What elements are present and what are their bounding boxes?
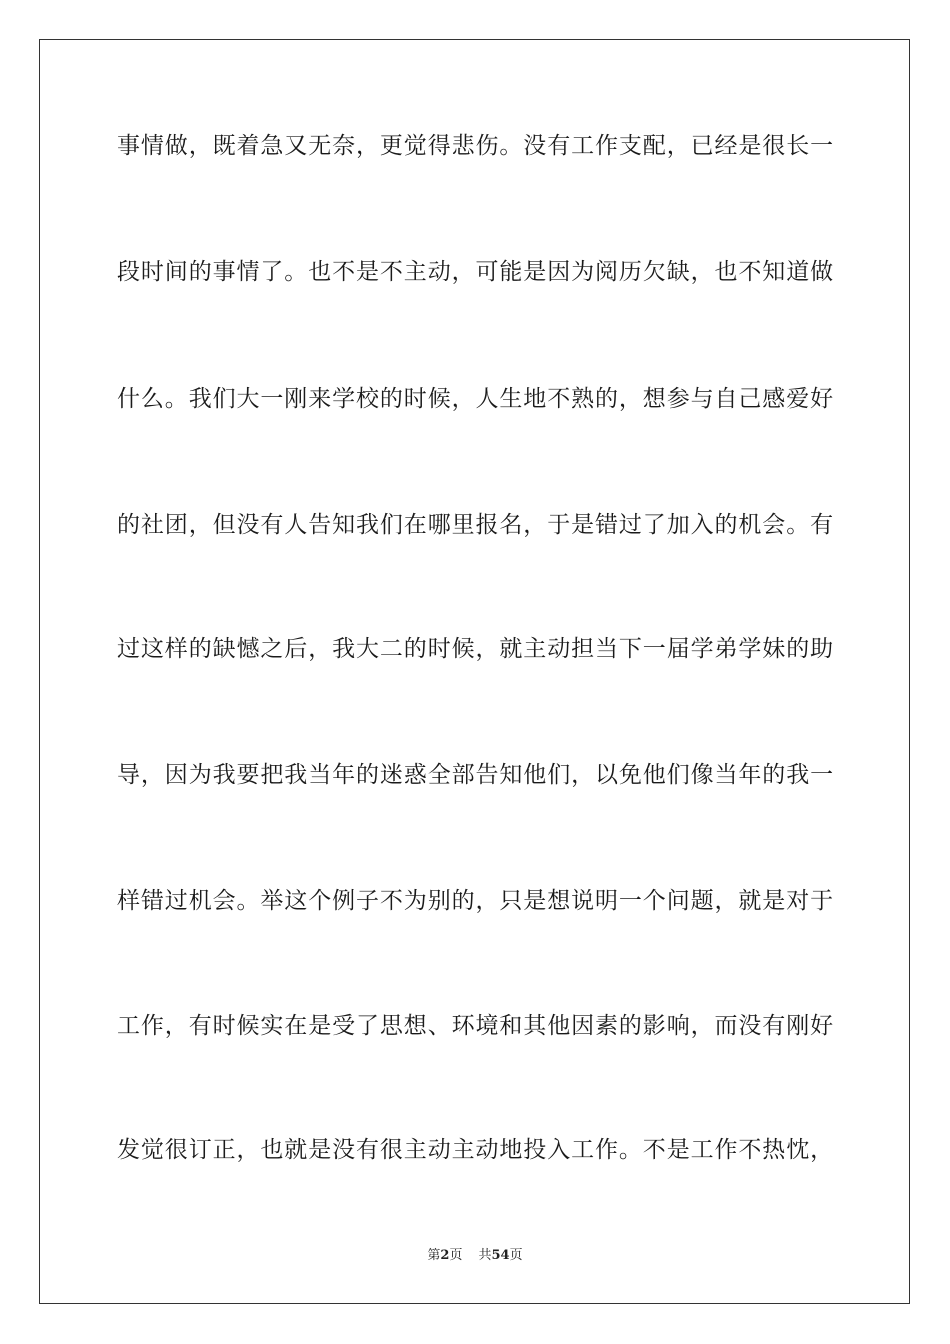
page-suffix: 页 — [449, 1248, 463, 1263]
body-text-line: 事情做，既着急又无奈，更觉得悲伤。没有工作支配，已经是很长一 — [117, 133, 834, 159]
body-text-line: 工作，有时候实在是受了思想、环境和其他因素的影响，而没有刚好 — [117, 1013, 834, 1039]
page-border — [39, 39, 910, 1304]
page-number: 2 — [440, 1248, 450, 1263]
total-prefix: 共 — [478, 1248, 492, 1263]
body-text-line: 过这样的缺憾之后，我大二的时候，就主动担当下一届学弟学妹的助 — [117, 636, 834, 662]
total-pages: 54 — [491, 1248, 510, 1263]
body-text-line: 段时间的事情了。也不是不主动，可能是因为阅历欠缺，也不知道做 — [117, 259, 834, 285]
body-text-line: 的社团，但没有人告知我们在哪里报名，于是错过了加入的机会。有 — [117, 512, 834, 538]
body-text-line: 发觉很订正，也就是没有很主动主动地投入工作。不是工作不热忱， — [117, 1137, 834, 1163]
body-text-line: 什么。我们大一刚来学校的时候，人生地不熟的，想参与自己感爱好 — [117, 386, 834, 412]
body-text-line: 样错过机会。举这个例子不为别的，只是想说明一个问题，就是对于 — [117, 888, 834, 914]
body-text-line: 导，因为我要把我当年的迷惑全部告知他们，以免他们像当年的我一 — [117, 762, 834, 788]
page-footer — [0, 1248, 950, 1264]
page-prefix: 第 — [427, 1248, 441, 1263]
total-suffix: 页 — [509, 1248, 523, 1263]
